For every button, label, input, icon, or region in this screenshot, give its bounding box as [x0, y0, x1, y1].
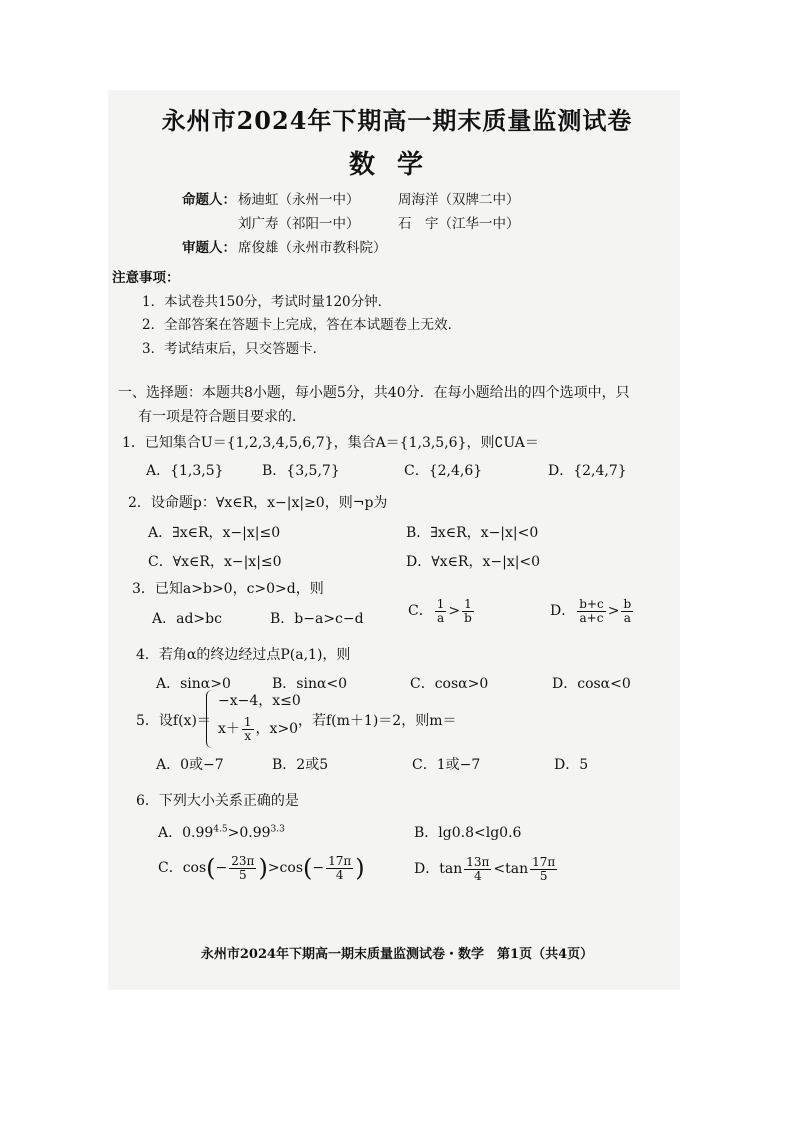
q1-option-b: B．{3,5,7} — [262, 463, 340, 479]
denominator: x — [244, 728, 252, 743]
gt-sign: > — [448, 603, 461, 620]
q3-option-c — [408, 598, 476, 624]
q6-option-d — [414, 856, 559, 882]
proposer-3: 刘广寿（祁阳一中） — [238, 216, 360, 232]
q5-case-2 — [218, 716, 298, 742]
q4-option-a: A．sinα>0 — [156, 676, 231, 692]
numerator: 23π — [231, 853, 255, 868]
option-label: D． — [550, 603, 576, 620]
gt-cos: >cos — [267, 860, 303, 876]
proposer-1: 杨迪虹（永州一中） — [238, 192, 360, 208]
fraction — [435, 598, 447, 624]
q4-option-b: B．sinα<0 — [272, 676, 348, 692]
note-item: 3．考试结束后，只交答题卡． — [142, 341, 327, 357]
option-label: C． — [408, 603, 433, 620]
q3-option-d — [550, 598, 635, 624]
fraction — [464, 856, 491, 882]
numerator: 1 — [243, 715, 252, 729]
minus-sign: − — [215, 860, 228, 876]
numerator: 17π — [328, 853, 352, 868]
exponent-2: 3.3 — [270, 824, 285, 835]
q5-option-c: C．1或−7 — [412, 757, 481, 773]
section-heading-cont: 有一项是符合题目要求的． — [138, 409, 306, 425]
q1-option-c: C．{2,4,6} — [404, 463, 483, 479]
q4-option-d: D．cosα<0 — [552, 676, 631, 692]
exam-title: 永州市2024年下期高一期末质量监测试卷 — [161, 106, 633, 135]
denominator: b — [464, 610, 472, 625]
paren-open: ( — [206, 854, 216, 882]
subject-title: 数学 — [348, 150, 445, 180]
section-heading: 一、选择题：本题共8小题，每小题5分，共40分．在每小题给出的四个选项中，只 — [118, 385, 630, 401]
base-1: A．0.99 — [158, 825, 214, 841]
denominator: 4 — [335, 867, 344, 882]
notes-heading: 注意事项： — [112, 270, 180, 286]
q6-option-a — [158, 822, 285, 842]
base-2: >0.99 — [227, 825, 271, 841]
denominator: a — [436, 610, 445, 625]
q1-option-d: D．{2,4,7} — [548, 463, 627, 479]
reviewer-1: 席俊雄（永州市教科院） — [238, 240, 387, 256]
gt-sign: > — [607, 603, 620, 620]
q6-option-c — [158, 854, 365, 882]
numerator: b+c — [579, 597, 604, 611]
q1-option-a: A．{1,3,5} — [146, 463, 224, 479]
q5-stem-pre: 5．设f(x)＝ — [136, 713, 211, 729]
case-2-prefix: x＋ — [218, 721, 240, 738]
numerator: 17π — [532, 855, 556, 869]
proposer-label: 命题人： — [182, 192, 236, 208]
paren-open: ( — [303, 854, 313, 882]
fraction — [462, 598, 474, 624]
q1-stem: 1．已知集合U＝{1,2,3,4,5,6,7}，集合A＝{1,3,5,6}，则∁UA＝ — [122, 435, 539, 451]
case-2-suffix: ，x>0 — [255, 721, 299, 738]
denominator: a+c — [579, 610, 604, 625]
fraction — [621, 598, 633, 624]
q4-option-c: C．cosα>0 — [410, 676, 489, 692]
numerator: 1 — [436, 597, 445, 611]
q6-option-b: B．lg0.8<lg0.6 — [414, 825, 522, 841]
note-item: 1．本试卷共150分，考试时量120分钟． — [142, 294, 392, 310]
q5-stem-post: ，若f(m＋1)＝2，则m＝ — [298, 713, 457, 729]
numerator: 13π — [466, 855, 490, 869]
fraction — [577, 598, 605, 624]
q6-stem: 6．下列大小关系正确的是 — [136, 793, 299, 809]
q2-option-b: B．∃x∈R，x−|x|<0 — [406, 525, 539, 541]
numerator: 1 — [462, 598, 474, 612]
numerator: b — [623, 597, 632, 611]
q2-option-c: C．∀x∈R，x−|x|≤0 — [148, 554, 282, 570]
page-footer: 永州市2024年下期高一期末质量监测试卷・数学 第1页（共4页） — [200, 947, 594, 962]
denominator: 5 — [539, 868, 548, 883]
fraction — [326, 855, 353, 881]
q2-option-d: D．∀x∈R，x−|x|<0 — [406, 554, 541, 570]
fraction — [229, 855, 256, 881]
fraction — [242, 716, 254, 742]
q3-stem: 3．已知a>b>0，c>0>d，则 — [132, 581, 324, 597]
q5-option-d: D．5 — [554, 757, 589, 773]
q2-option-a: A．∃x∈R，x−|x|≤0 — [148, 525, 281, 541]
q2-stem: 2．设命题p：∀x∈R，x−|x|≥0，则¬p为 — [128, 495, 388, 511]
q3-option-b: B．b−a>c−d — [270, 611, 364, 627]
denominator: 5 — [239, 867, 247, 882]
proposer-2: 周海洋（双牌二中） — [398, 192, 520, 208]
q4-stem: 4．若角α的终边经过点P(a,1)，则 — [136, 647, 351, 663]
q3-option-a: A．ad>bc — [152, 611, 222, 627]
note-item: 2．全部答案在答题卡上完成，答在本试题卷上无效． — [142, 317, 462, 333]
lt-tan: <tan — [493, 861, 529, 878]
tan-label: D．tan — [414, 861, 463, 878]
denominator: 4 — [473, 868, 482, 883]
q5-option-b: B．2或5 — [272, 757, 329, 773]
cos-label: C．cos — [158, 860, 207, 876]
q5-option-a: A．0或−7 — [156, 757, 224, 773]
reviewer-label: 审题人： — [182, 240, 236, 256]
proposer-4: 石 宇（江华一中） — [398, 216, 520, 232]
paren-close: ) — [258, 854, 268, 882]
exponent-1: 4.5 — [213, 824, 228, 835]
piecewise-brace — [206, 690, 217, 748]
fraction — [530, 856, 557, 882]
q5-case-1: −x−4，x≤0 — [218, 693, 301, 709]
minus-sign: − — [312, 860, 325, 876]
paren-close: ) — [355, 854, 365, 882]
denominator: a — [623, 610, 631, 625]
